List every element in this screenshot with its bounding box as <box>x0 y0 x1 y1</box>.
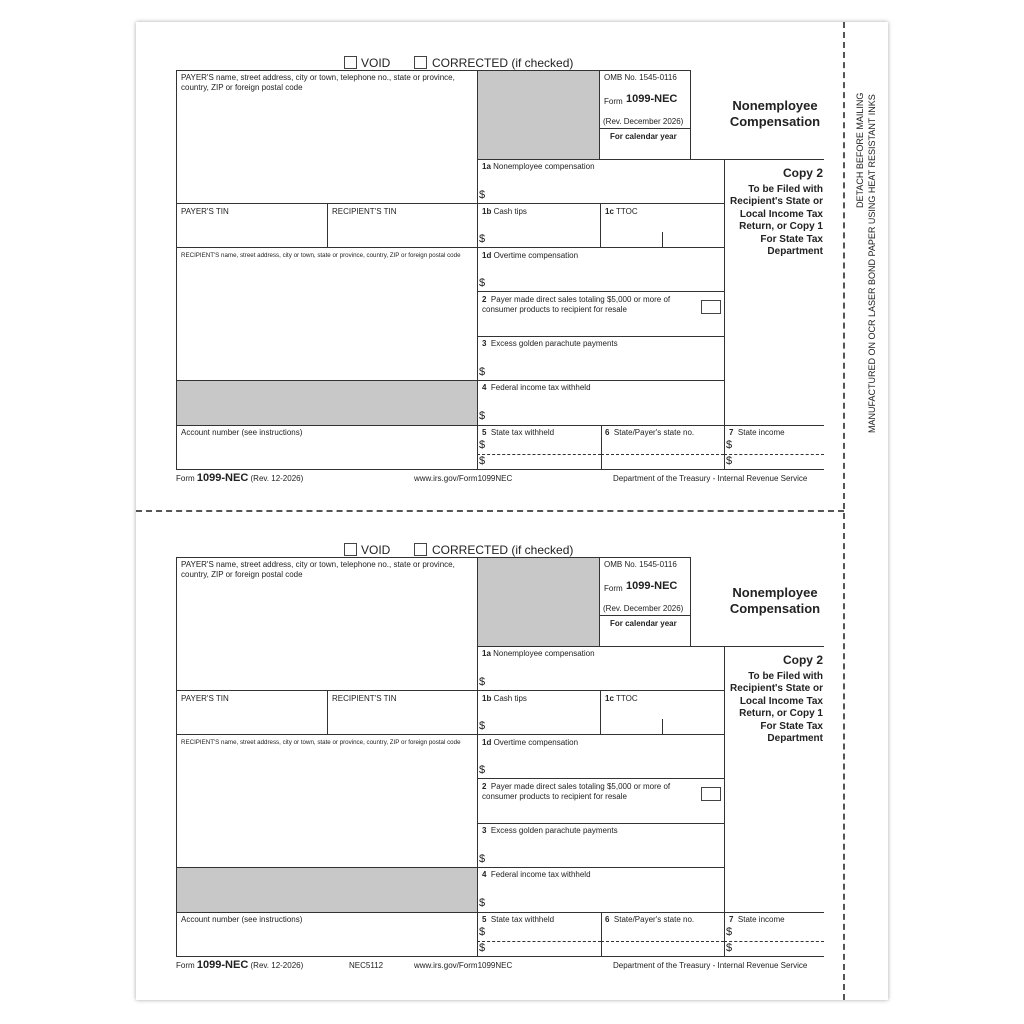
rev-date: (Rev. December 2026) <box>603 604 684 613</box>
shaded-area-bottom <box>177 868 477 912</box>
shaded-area-top <box>478 71 599 159</box>
corrected-label: CORRECTED (if checked) <box>432 56 574 70</box>
form-title: Nonemployee Compensation <box>729 585 821 616</box>
void-label: VOID <box>361 543 391 557</box>
form-1099-nec <box>0 0 1024 500</box>
corrected-label: CORRECTED (if checked) <box>432 543 574 557</box>
void-label: VOID <box>361 56 391 70</box>
box-1c-tick <box>662 232 663 247</box>
omb-number: OMB No. 1545-0116 <box>604 73 677 82</box>
shaded-area-bottom <box>177 381 477 425</box>
shaded-area-top <box>478 558 599 646</box>
calendar-line <box>599 128 690 129</box>
recipient-tin-label: RECIPIENT'S TIN <box>332 207 397 216</box>
recipient-row-top <box>176 734 724 735</box>
rev-date: (Rev. December 2026) <box>603 117 684 126</box>
box-7-dollar-2: $ <box>726 455 733 467</box>
state-row-top <box>176 425 824 426</box>
footer-url: www.irs.gov/Form1099NEC <box>414 474 513 483</box>
form-copy-bottom <box>0 487 1024 987</box>
box-3-top <box>477 823 724 824</box>
box-2-label: 2 Payer made direct sales totaling $5,000 or more of consumer products to recipient for resale <box>482 295 671 314</box>
box-3-label: 3 Excess golden parachute payments <box>482 826 618 835</box>
account-number-label: Account number (see instructions) <box>181 915 303 924</box>
box-1c-divider <box>600 203 601 247</box>
box-4-dollar: $ <box>479 897 486 909</box>
box-5-dollar-2: $ <box>479 942 486 954</box>
footer-department: Department of the Treasury - Internal Revenue Service <box>613 474 808 483</box>
state-row-top <box>176 912 824 913</box>
void-checkbox[interactable] <box>344 56 357 69</box>
box-2-top <box>477 291 724 292</box>
box-5-label: 5 State tax withheld <box>482 915 555 924</box>
box-6-dotted-line <box>601 941 724 942</box>
corrected-checkbox[interactable] <box>414 543 427 556</box>
calendar-year-label: For calendar year <box>610 132 677 141</box>
box-1c-divider <box>600 690 601 734</box>
tin-row-top <box>176 203 724 204</box>
box-1c-label: 1c TTOC <box>605 207 638 216</box>
copy-description: To be Filed with Recipient's State or Local Income Tax Return, or Copy 1 For State Tax Department <box>730 184 823 258</box>
footer-url: www.irs.gov/Form1099NEC <box>414 961 513 970</box>
top-border <box>176 557 690 558</box>
box-1d-dollar: $ <box>479 764 486 776</box>
recipient-name-label: RECIPIENT'S name, street address, city or town, state or province, country, ZIP or foreign postal code <box>181 252 461 259</box>
payer-tin-label: PAYER'S TIN <box>181 207 229 216</box>
footer-form-label: Form 1099-NEC (Rev. 12-2026) <box>176 959 304 971</box>
box-2-top <box>477 778 724 779</box>
payer-name-label: PAYER'S name, street address, city or town, telephone no., state or province, country, ZIP or foreign postal code <box>181 560 455 579</box>
recipient-row-top <box>176 247 724 248</box>
recipient-name-label: RECIPIENT'S name, street address, city or town, state or province, country, ZIP or foreign postal code <box>181 739 461 746</box>
box-7-dotted-line <box>724 454 824 455</box>
box-2-label: 2 Payer made direct sales totaling $5,000 or more of consumer products to recipient for resale <box>482 782 671 801</box>
box-3-label: 3 Excess golden parachute payments <box>482 339 618 348</box>
box-2-checkbox[interactable] <box>701 300 721 314</box>
bottom-border <box>176 956 824 957</box>
copy-description: To be Filed with Recipient's State or Local Income Tax Return, or Copy 1 For State Tax Department <box>730 671 823 745</box>
box-7-label: 7 State income <box>729 915 785 924</box>
box-1a-dollar: $ <box>479 676 486 688</box>
detach-before-mailing-text: DETACH BEFORE MAILING <box>855 92 865 208</box>
box-5-dotted-line <box>477 941 601 942</box>
payer-name-label: PAYER'S name, street address, city or town, telephone no., state or province, country, ZIP or foreign postal code <box>181 73 455 92</box>
tin-divider <box>327 690 328 734</box>
box-1a-label: 1a Nonemployee compensation <box>482 162 595 171</box>
form-1099-nec <box>0 487 1024 987</box>
box-7-dollar-2: $ <box>726 942 733 954</box>
top-border <box>176 70 690 71</box>
box-3-top <box>477 336 724 337</box>
box-5-label: 5 State tax withheld <box>482 428 555 437</box>
footer-code: NEC5112 <box>349 961 384 970</box>
box-6-label: 6 State/Payer's state no. <box>605 428 695 437</box>
box-5-dotted-line <box>477 454 601 455</box>
footer-form-label: Form 1099-NEC (Rev. 12-2026) <box>176 472 304 484</box>
box-5-dollar-2: $ <box>479 455 486 467</box>
form-copy-top <box>0 0 1024 500</box>
footer-department: Department of the Treasury - Internal Revenue Service <box>613 961 808 970</box>
void-checkbox[interactable] <box>344 543 357 556</box>
omb-divider <box>599 557 600 646</box>
box-1b-dollar: $ <box>479 233 486 245</box>
form-number: 1099-NEC <box>626 93 678 105</box>
box-1d-label: 1d Overtime compensation <box>482 251 579 260</box>
manufactured-text: MANUFACTURED ON OCR LASER BOND PAPER USING HEAT RESISTANT INKS <box>867 94 877 433</box>
box-1b-dollar: $ <box>479 720 486 732</box>
calendar-year-label: For calendar year <box>610 619 677 628</box>
box-1c-tick <box>662 719 663 734</box>
line-1a-top <box>477 646 824 647</box>
tin-divider <box>327 203 328 247</box>
box-2-checkbox[interactable] <box>701 787 721 801</box>
form-title: Nonemployee Compensation <box>729 98 821 129</box>
form-number: 1099-NEC <box>626 580 678 592</box>
box-1b-label: 1b Cash tips <box>482 207 527 216</box>
account-number-label: Account number (see instructions) <box>181 428 303 437</box>
box-4-dollar: $ <box>479 410 486 422</box>
omb-number: OMB No. 1545-0116 <box>604 560 677 569</box>
box-6-divider <box>601 912 602 956</box>
box-1d-dollar: $ <box>479 277 486 289</box>
form-prefix: Form <box>604 97 623 106</box>
recipient-tin-label: RECIPIENT'S TIN <box>332 694 397 703</box>
box-7-dotted-line <box>724 941 824 942</box>
box-6-dotted-line <box>601 454 724 455</box>
box-7-dollar-1: $ <box>726 926 733 938</box>
box-5-dollar-1: $ <box>479 926 486 938</box>
box-7-label: 7 State income <box>729 428 785 437</box>
payer-tin-label: PAYER'S TIN <box>181 694 229 703</box>
tin-row-top <box>176 690 724 691</box>
omb-right-border <box>690 557 691 646</box>
box-3-dollar: $ <box>479 853 486 865</box>
omb-right-border <box>690 70 691 159</box>
corrected-checkbox[interactable] <box>414 56 427 69</box>
box-1b-label: 1b Cash tips <box>482 694 527 703</box>
box-6-label: 6 State/Payer's state no. <box>605 915 695 924</box>
box-1d-label: 1d Overtime compensation <box>482 738 579 747</box>
copy-label: Copy 2 <box>782 166 823 180</box>
box-1a-dollar: $ <box>479 189 486 201</box>
box-3-dollar: $ <box>479 366 486 378</box>
omb-divider <box>599 70 600 159</box>
box-1a-label: 1a Nonemployee compensation <box>482 649 595 658</box>
copy-label: Copy 2 <box>782 653 823 667</box>
box-4-label: 4 Federal income tax withheld <box>482 870 591 879</box>
box-6-divider <box>601 425 602 469</box>
line-1a-top <box>477 159 824 160</box>
calendar-line <box>599 615 690 616</box>
box-4-label: 4 Federal income tax withheld <box>482 383 591 392</box>
box-7-dollar-1: $ <box>726 439 733 451</box>
form-prefix: Form <box>604 584 623 593</box>
box-1c-label: 1c TTOC <box>605 694 638 703</box>
box-5-dollar-1: $ <box>479 439 486 451</box>
bottom-border <box>176 469 824 470</box>
